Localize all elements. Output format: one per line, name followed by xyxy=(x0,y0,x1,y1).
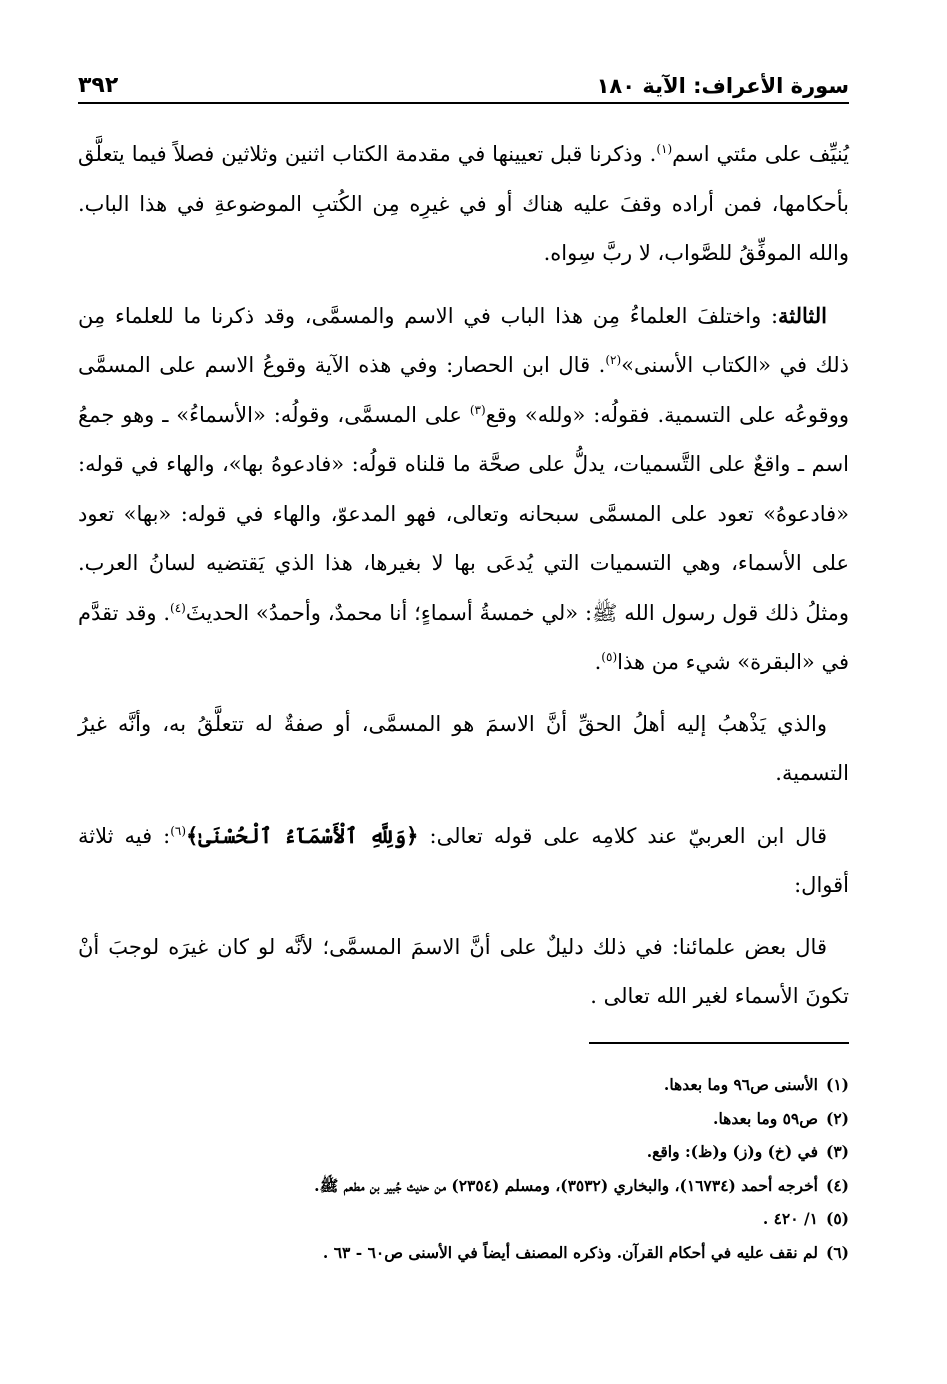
footnote-ref-2: (٢) xyxy=(605,353,622,367)
page-number: ٣٩٢ xyxy=(78,73,119,98)
paragraph-text: قال بعض علمائنا: في ذلك دليلٌ على أنَّ الاسمَ المسمَّى؛ لأنَّه لو كان غيرَه لوجبَ أنْ تكونَ الأسماء لغير الله تعالى . xyxy=(78,934,849,1008)
paragraph-text: . xyxy=(594,650,602,674)
surah-reference: سورة الأعراف: الآية ١٨٠ xyxy=(596,74,849,98)
footnote-number: (٣) xyxy=(825,1142,849,1161)
paragraph-text: قال ابن العربيّ عند كلامِه على قوله تعالى: xyxy=(418,823,827,848)
paragraph-text: على المسمَّى، وقولُه: «الأسماءُ» ـ وهو جمعُ اسم ـ واقعٌ على التَّسميات، يدلُّ على صحَّة ما قلناه قولُه: «فادعوهُ بها»، والهاء في قوله: «فادعوهُ» تعود على المسمَّى سبحانه وتعالى، فهو المدعوّ، والهاء في قوله: «بها» تعود على الأسماء، وهي التسميات التي يُدعَى بها لا بغيرها، هذا الذي يَقتضيه لسانُ العرب. ومثلُ ذلك قول رسول الله ﷺ: «لي خمسةُ أسماءٍ؛ أنا محمدٌ، وأحمدُ» الحديثَ xyxy=(78,402,849,625)
footnote-divider xyxy=(589,1042,849,1044)
paragraph-3 xyxy=(78,700,849,799)
paragraph-1 xyxy=(78,130,849,279)
paragraph-text: . وقد تقدَّم في «البقرة» شيء من هذا xyxy=(78,600,849,674)
paragraph-5 xyxy=(78,923,849,1022)
running-header xyxy=(78,58,849,104)
footnote-item xyxy=(78,1135,849,1169)
footnote-text: الأسنى ص٩٦ وما بعدها. xyxy=(663,1075,818,1094)
paragraph-text: . وذكرنا قبل تعيينها في مقدمة الكتاب اثنين وثلاثين فصلاً فيما يتعلَّق بأحكامها، فمن أراده وقفَ عليه هناك أو في غيرِه مِن الكُتبِ الموضوعةِ في هذا الباب. والله الموفِّقُ للصَّواب، لا ربَّ سِواه. xyxy=(78,142,849,265)
paragraph-text: : واختلفَ العلماءُ مِن هذا الباب في الاسم والمسمَّى، وقد ذكرنا ما للعلماء مِن ذلك في «الكتاب الأسنى» xyxy=(78,303,849,377)
footnote-number: (١) xyxy=(825,1075,849,1094)
footnote-ref-6: (٦) xyxy=(170,823,187,838)
footnote-ref-3: (٣) xyxy=(469,402,486,417)
paragraph-text: : فيه ثلاثة أقوال: xyxy=(78,823,849,897)
footnote-number: (٦) xyxy=(825,1242,849,1262)
footnote-number: (٥) xyxy=(825,1209,849,1228)
footnote-text: أخرجه أحمد (١٦٧٣٤)، والبخاري (٣٥٣٢)، ومسلم (٢٣٥٤) من حديث جُبير بن مطعم ﷺ. xyxy=(314,1175,818,1195)
paragraph-4 xyxy=(78,811,849,911)
footnotes xyxy=(78,1068,849,1269)
footnote-item xyxy=(78,1236,849,1270)
paragraph-2 xyxy=(78,291,849,688)
section-lead: الثالثة xyxy=(778,302,827,328)
footnote-ref-1: (١) xyxy=(656,142,673,156)
footnote-ref-5: (٥) xyxy=(601,650,618,664)
quran-verse: ﴿وَلِلَّهِ ٱلْأَسْمَآءُ ٱلْحُسْنَىٰ﴾ xyxy=(186,822,419,848)
main-text xyxy=(78,130,849,1034)
footnote-text: ١/ ٤٢٠ . xyxy=(762,1209,818,1228)
paragraph-text: . قال ابن الحصار: وفي هذه الآية وقوعُ الاسم على المسمَّى ووقوعُه على التسمية. فقولُه: «ولله» وقع xyxy=(78,353,849,427)
footnote-item xyxy=(78,1102,849,1136)
footnote-item xyxy=(78,1169,849,1203)
footnote-number: (٢) xyxy=(825,1108,849,1128)
footnote-text: لم نقف عليه في أحكام القرآن. وذكره المصنف أيضاً في الأسنى ص٦٠ - ٦٣ . xyxy=(322,1242,818,1262)
footnote-number: (٤) xyxy=(825,1175,849,1195)
paragraph-text: يُنيِّف على مئتي اسم xyxy=(672,142,849,166)
footnote-text: في (خ) و(ز) و(ظ): واقع. xyxy=(646,1142,818,1161)
footnote-text: ص٥٩ وما بعدها. xyxy=(713,1108,818,1128)
footnote-item xyxy=(78,1202,849,1236)
footnote-ref-4: (٤) xyxy=(170,600,186,615)
footnote-item xyxy=(78,1068,849,1102)
paragraph-text: والذي يَذْهبُ إليه أهلُ الحقِّ أنَّ الاسمَ هو المسمَّى، أو صفةٌ له تتعلَّقُ به، وأنَّه غيرُ التسمية. xyxy=(78,711,849,785)
